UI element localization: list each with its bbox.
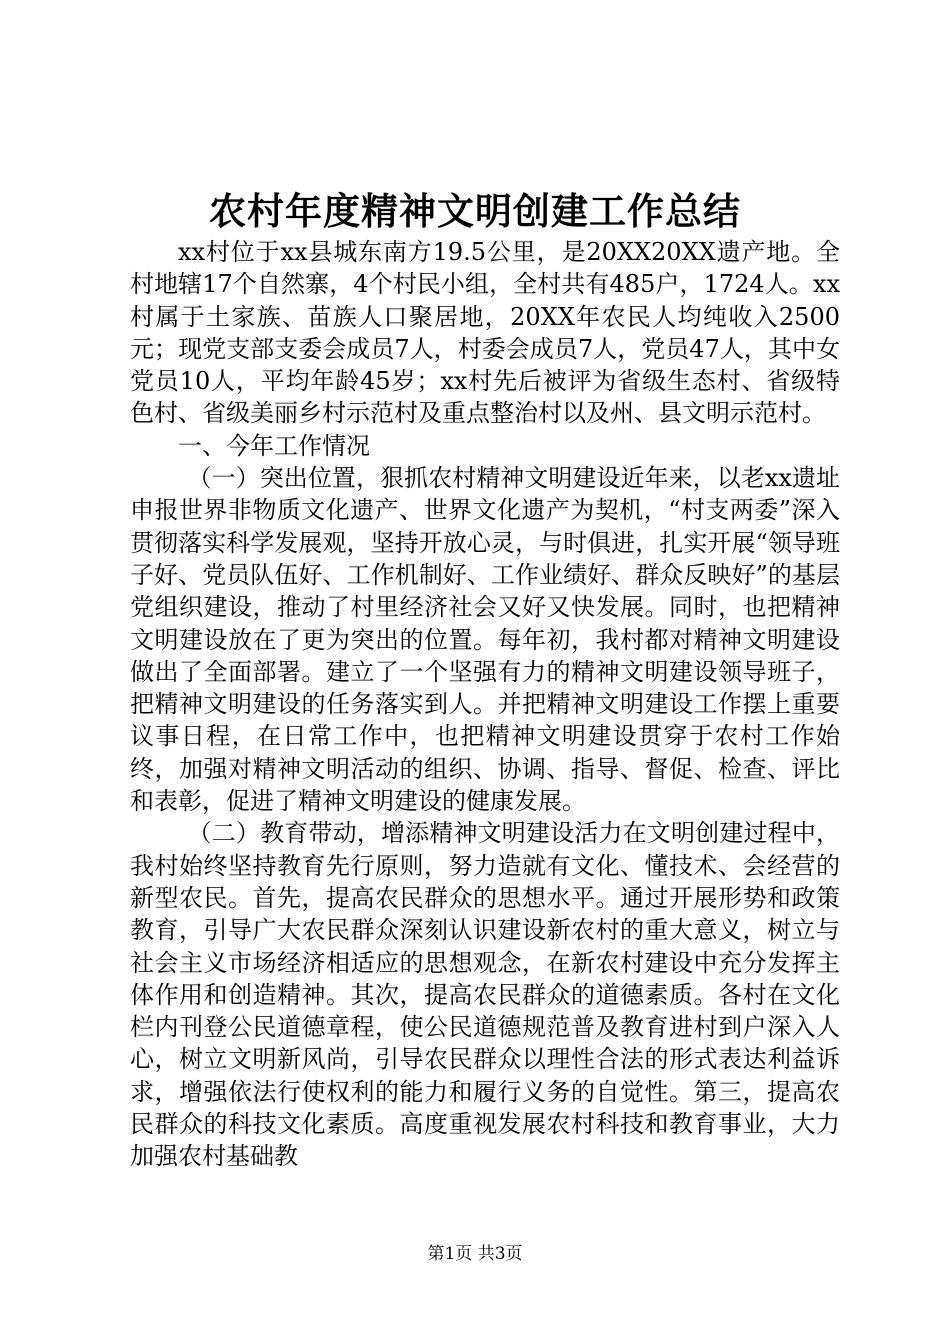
section-heading: 一、今年工作情况 <box>178 431 370 460</box>
document-title: 农村年度精神文明创建工作总结 <box>209 189 741 233</box>
document-body <box>130 236 840 1173</box>
paragraph-section-2: （二）教育带动，增添精神文明建设活力在文明创建过程中，我村始终坚持教育先行原则，努力造就有文化、懂技术、会经营的新型农民。首先，提高农民群众的思想水平。通过开展形势和政策教育，引导广大农民群众深刻认识建设新农村的重大意义，树立与社会主义市场经济相适应的思想观念，在新农村建设中充分发挥主体作用和创造精神。其次，提高农民群众的道德素质。各村在文化栏内刊登公民道德章程，使公民道德规范普及教育进村到户深入人心，树立文明新风尚，引导农民群众以理性合法的形式表达利益诉求，增强依法行使权利的能力和履行义务的自觉性。第三，提高农民群众的科技文化素质。高度重视发展农村科技和教育事业，大力加强农村基础教 <box>130 819 840 1171</box>
paragraph-intro: xx村位于xx县城东南方19.5公里，是20XX20XX遗产地。全村地辖17个自然寨，4个村民小组，全村共有485户，1724人。xx村属于土家族、苗族人口聚居地，20XX年农民人均纯收入2500元；现党支部支委会成员7人，村委会成员7人，党员47人，其中女党员10人，平均年龄45岁；xx村先后被评为省级生态村、省级特色村、省级美丽乡村示范村及重点整治村以及州、县文明示范村。 <box>130 238 840 428</box>
paragraph-section-1: （一）突出位置，狠抓农村精神文明建设近年来，以老xx遗址申报世界非物质文化遗产、世界文化遗产为契机，“村支两委”深入贯彻落实科学发展观，坚持开放心灵，与时俱进，扎实开展“领导班子好、党员队伍好、工作机制好、工作业绩好、群众反映好”的基层党组织建设，推动了村里经济社会又好又快发展。同时，也把精神文明建设放在了更为突出的位置。每年初，我村都对精神文明建设做出了全面部署。建立了一个坚强有力的精神文明建设领导班子，把精神文明建设的任务落实到人。并把精神文明建设工作摆上重要议事日程，在日常工作中，也把精神文明建设贯穿于农村工作始终，加强对精神文明活动的组织、协调、指导、督促、检查、评比和表彰，促进了精神文明建设的健康发展。 <box>130 464 840 816</box>
page-footer: 第1页 共3页 <box>427 1244 523 1264</box>
